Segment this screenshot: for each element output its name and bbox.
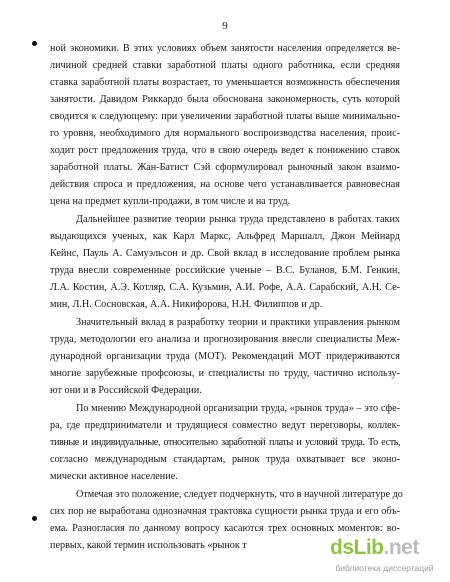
- text-line: Отмечая это положение, следует подчеркнуть, что в научной литературе до: [76, 489, 403, 500]
- margin-bullet-top: [32, 41, 37, 46]
- page-number: 9: [222, 20, 228, 32]
- text-line: тивные и индивидуальные, относительно заработной платы и условий труда. То есть,: [50, 437, 400, 448]
- text-line: Дальнейшее развитие теории рынка труда представлено в работах таких: [76, 214, 400, 225]
- text-line: действия спроса и предложения, на основе чего устанавливается равновесная: [50, 179, 400, 190]
- text-line: го уровня, необходимого для нормального воспроизводства населения, проис-: [50, 128, 400, 139]
- text-line: Значительный вклад в разработку теории и практики управления рынком: [76, 317, 400, 328]
- text-line: цена на предмет купли-продажи, в том числе и на труд.: [50, 196, 291, 207]
- logo-domain-text: .net: [383, 536, 419, 559]
- text-line: выдающихся ученых, как Карл Маркс, Альфред Маршалл, Джон Мейнард: [50, 231, 400, 242]
- text-line: По мнению Международной организации труда, «рынок труда» – это сфе-: [76, 403, 400, 414]
- text-line: труда, методологии его анализа и прогнозирования внесли специалисты Меж-: [50, 334, 400, 345]
- text-line: сих пор не выработана однозначная трактовка сущности рынка труда и его объ-: [50, 506, 400, 517]
- text-line: личиной средней ставки заработной платы одного работника, если средняя: [50, 60, 400, 71]
- logo-main-text: dsLib: [330, 536, 384, 559]
- text-line: Л.А. Костин, А.Э. Котляр, С.А. Кузьмин, А.И. Рофе, А.А. Сарабский, А.Н. Се-: [50, 282, 400, 293]
- text-line: многие зарубежные профсоюзы, и специалисты по труду, частично использу-: [50, 368, 400, 379]
- text-line: первых, какой термин использовать «рынок т: [50, 540, 247, 551]
- text-line: Кейнс, Пауль А. Самуэльсон и др. Свой вклад в исследование проблем рынка: [50, 248, 400, 259]
- text-line: труда внесли современные российские ученые – В.С. Буланов, Б.М. Генкин,: [50, 265, 400, 276]
- text-line: согласно международным стандартам, рынок труда охватывает все эконо-: [50, 454, 400, 465]
- text-line: ра, где предприниматели и трудящиеся совместно ведут переговоры, коллек-: [50, 420, 400, 431]
- text-line: ходит рост предложения труда, что в свою очередь ведет к понижению ставок: [50, 145, 400, 156]
- text-line: сводится к следующему: при увеличении заработной платы выше минимально-: [50, 111, 400, 122]
- text-line: мически активное население.: [50, 471, 178, 482]
- dslib-watermark: [322, 536, 447, 576]
- dslib-logo: [330, 536, 419, 560]
- text-line: мин, Л.Н. Сосновская, А.А. Никифорова, Н.Н. Филиппов и др.: [50, 299, 323, 310]
- text-line: дународной организации труда (МОТ). Рекомендаций МОТ придерживаются: [50, 351, 400, 362]
- text-line: занятости. Давидом Риккардо была обоснована закономерность, суть которой: [50, 94, 400, 105]
- text-line: ставка заработной платы возрастает, то уменьшается возможность обеспечения: [50, 77, 400, 88]
- watermark-subtitle: библиотека диссертаций: [335, 563, 434, 573]
- margin-bullet-bottom: [32, 516, 37, 521]
- text-line: ной экономики. В этих условиях объем занятости населения определяется ве-: [50, 43, 400, 54]
- text-line: ют они и в Российской Федерации.: [50, 385, 202, 396]
- text-line: заработной платы. Жан-Батист Сэй сформулировал рыночный закон взаимо-: [50, 162, 400, 173]
- text-line: ема. Разногласия по данному вопросу касаются трех основных моментов: во-: [50, 523, 400, 534]
